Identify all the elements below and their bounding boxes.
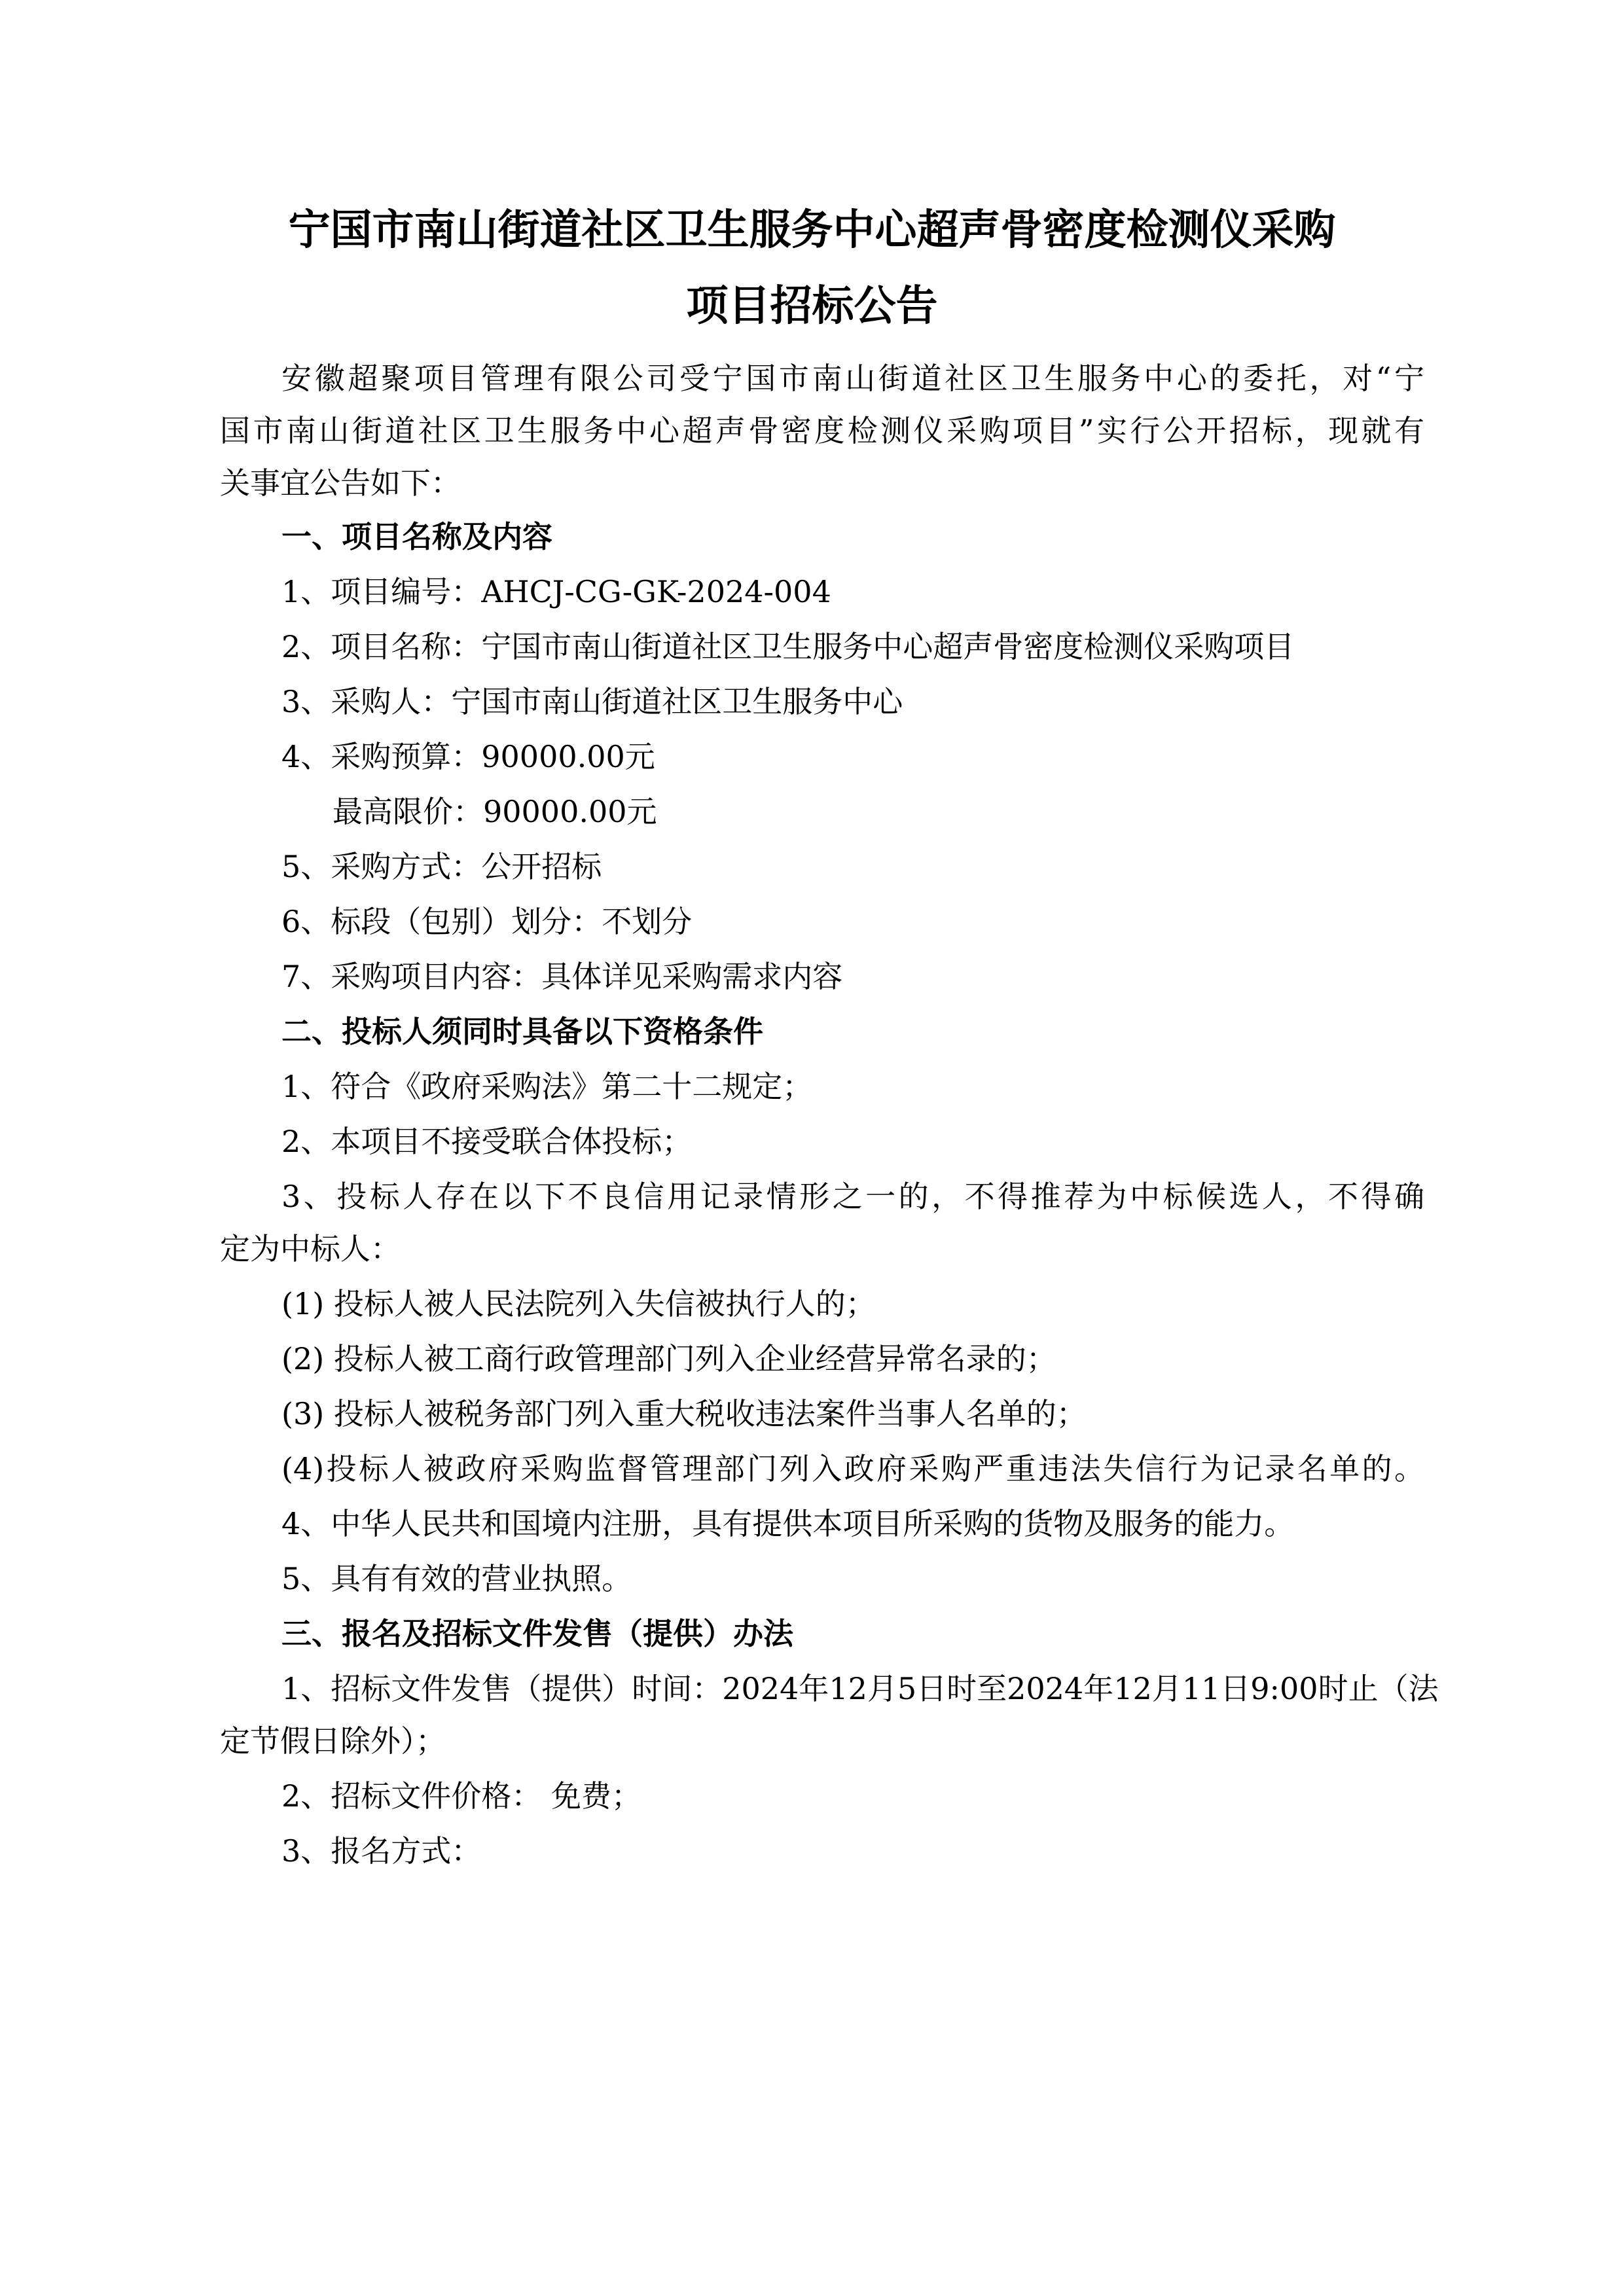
section1-item4-ceiling: 最高限价：90000.00元 <box>333 794 657 829</box>
section2-sub1: (1) 投标人被人民法院列入失信被执行人的； <box>281 1286 876 1321</box>
section1-heading: 一、项目名称及内容 <box>281 519 552 554</box>
section2-item3-line1: 3、投标人存在以下不良信用记录情形之一的，不得推荐为中标候选人，不得确 <box>281 1179 1424 1214</box>
section3-item3: 3、报名方式： <box>281 1833 482 1869</box>
section1-item1: 1、项目编号：AHCJ-CG-GK-2024-004 <box>281 574 831 609</box>
intro-line1: 安徽超聚项目管理有限公司受宁国市南山街道社区卫生服务中心的委托，对“宁 <box>281 361 1424 396</box>
section1-item3: 3、采购人：宁国市南山街道社区卫生服务中心 <box>281 684 903 719</box>
section3-item1-line1: 1、招标文件发售（提供）时间：2024年12月5日时至2024年12月11日9:00时止（法 <box>281 1671 1439 1706</box>
section2-item5: 5、具有有效的营业执照。 <box>281 1561 632 1596</box>
section2-item3-line2: 定为中标人： <box>220 1231 401 1266</box>
intro-line2: 国市南山街道社区卫生服务中心超声骨密度检测仪采购项目”实行公开招标，现就有 <box>220 413 1424 448</box>
section3-heading: 三、报名及招标文件发售（提供）办法 <box>281 1616 793 1651</box>
section1-item7: 7、采购项目内容：具体详见采购需求内容 <box>281 959 843 994</box>
section1-item5: 5、采购方式：公开招标 <box>281 849 602 884</box>
document-title-line1: 宁国市南山街道社区卫生服务中心超声骨密度检测仪采购 <box>288 206 1336 255</box>
section1-item2: 2、项目名称：宁国市南山街道社区卫生服务中心超声骨密度检测仪采购项目 <box>281 629 1295 664</box>
section2-heading: 二、投标人须同时具备以下资格条件 <box>281 1014 763 1049</box>
section2-item4: 4、中华人民共和国境内注册，具有提供本项目所采购的货物及服务的能力。 <box>281 1506 1295 1541</box>
section1-item6: 6、标段（包别）划分：不划分 <box>281 904 693 939</box>
document-title-line2: 项目招标公告 <box>686 282 938 331</box>
section2-item1: 1、符合《政府采购法》第二十二规定； <box>281 1069 813 1104</box>
section2-sub4: (4)投标人被政府采购监督管理部门列入政府采购严重违法失信行为记录名单的。 <box>281 1451 1424 1486</box>
section2-sub2: (2) 投标人被工商行政管理部门列入企业经营异常名录的； <box>281 1341 1056 1376</box>
section2-item2: 2、本项目不接受联合体投标； <box>281 1124 693 1159</box>
intro-line3: 关事宜公告如下： <box>220 465 461 501</box>
section3-item1-line2: 定节假日除外）； <box>220 1723 446 1759</box>
section1-item4: 4、采购预算：90000.00元 <box>281 739 655 774</box>
section3-item2: 2、招标文件价格： 免费； <box>281 1778 641 1814</box>
section2-sub3: (3) 投标人被税务部门列入重大税收违法案件当事人名单的； <box>281 1396 1087 1431</box>
